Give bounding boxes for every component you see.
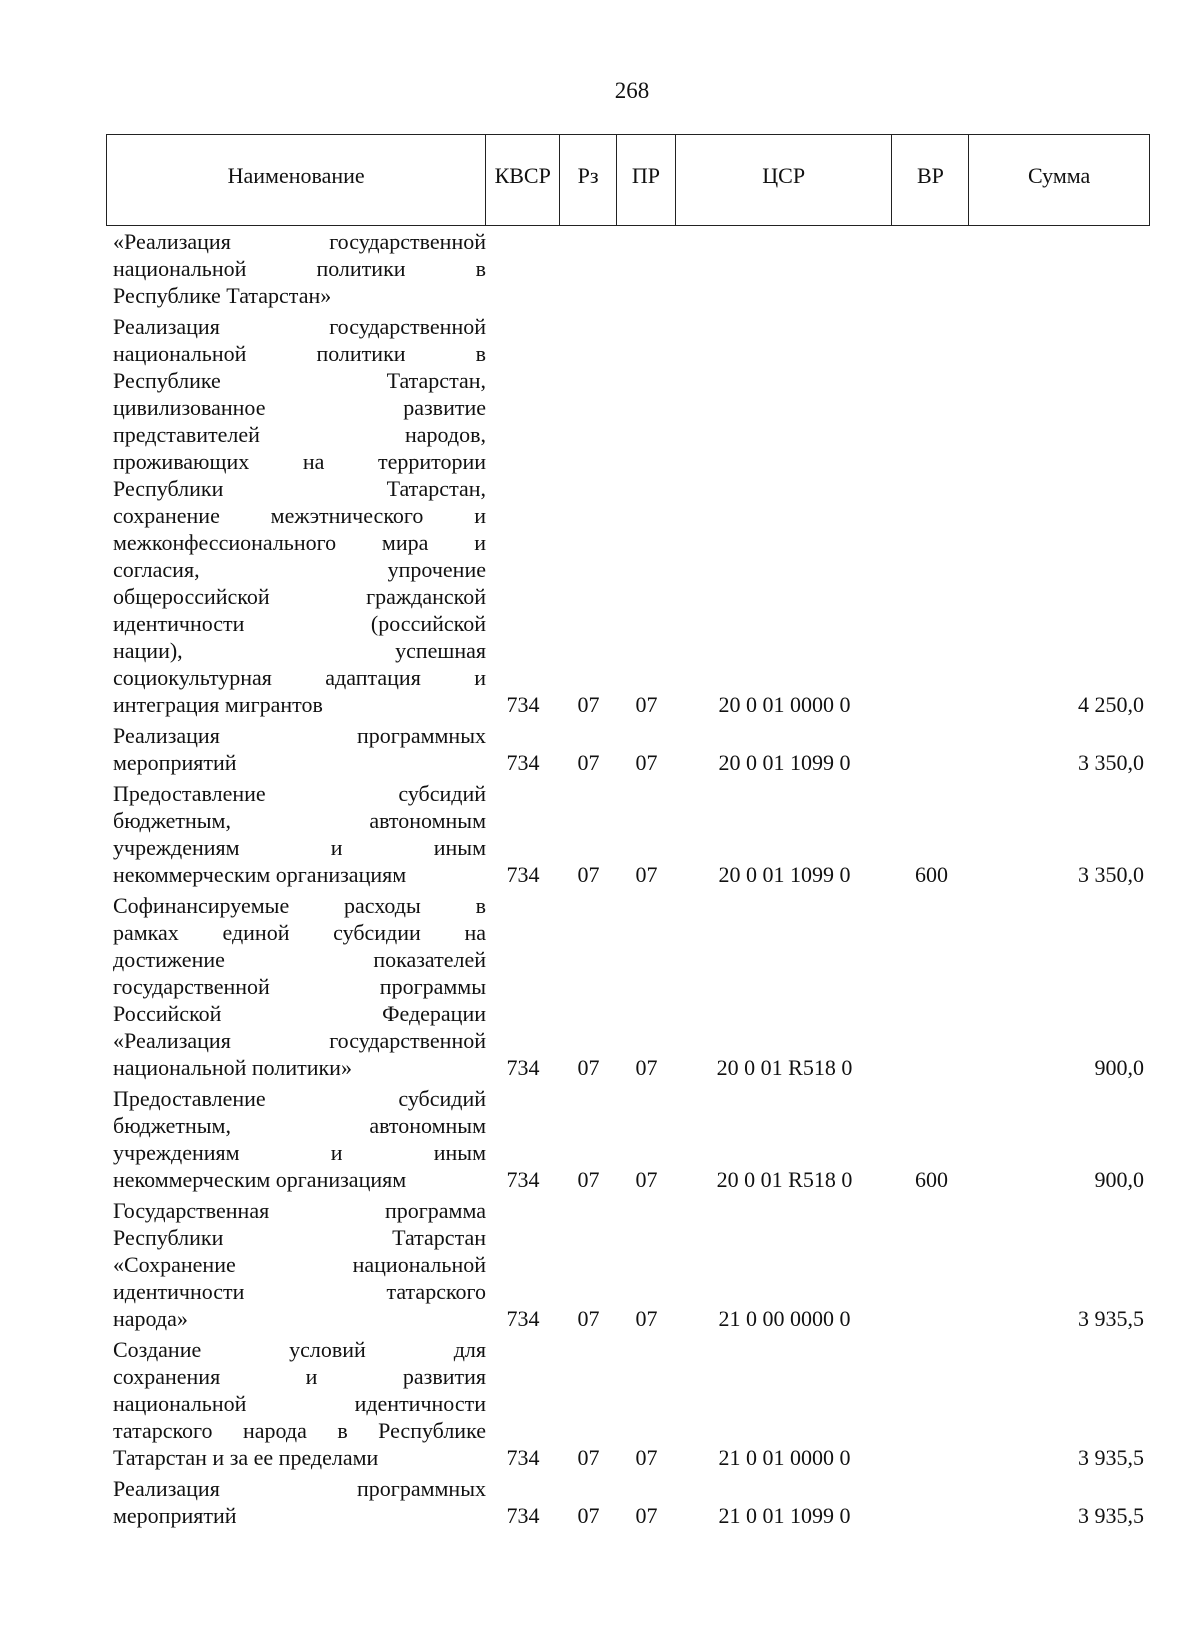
row-name-line: Республики Татарстан	[113, 1225, 486, 1250]
table-row	[106, 720, 1150, 778]
row-name	[106, 778, 486, 890]
row-name-line: государственной программы	[113, 974, 486, 999]
cell-pr: 07	[635, 1167, 658, 1192]
cell-pr: 07	[635, 692, 658, 717]
row-name-line: мероприятий	[113, 1503, 237, 1528]
table-row	[106, 1083, 1150, 1195]
row-name-line: Предоставление субсидий	[113, 781, 486, 806]
table-row	[106, 1195, 1150, 1334]
column-header-sum: Сумма	[1028, 163, 1091, 188]
table-row	[106, 1473, 1150, 1531]
row-name-line: «Сохранение национальной	[113, 1252, 486, 1277]
cell-kvsr: 734	[506, 750, 540, 775]
row-name-line: учреждениям и иным	[113, 1140, 486, 1165]
cell-vr	[893, 1332, 970, 1334]
cell-pr: 07	[635, 1306, 658, 1331]
cell-pr: 07	[635, 750, 658, 775]
row-name-line: Создание условий для	[113, 1337, 486, 1362]
row-name-line: Предоставление субсидий	[113, 1086, 486, 1111]
table-row	[106, 1334, 1150, 1473]
cell-sum: 3 350,0	[1078, 862, 1144, 887]
cell-pr	[617, 309, 676, 311]
row-name	[106, 890, 486, 1083]
table-row	[106, 311, 1150, 720]
table-body	[106, 226, 1150, 1531]
cell-rz: 07	[577, 1445, 600, 1470]
cell-kvsr: 734	[506, 862, 540, 887]
row-name-line: межконфессионального мира и	[113, 530, 486, 555]
row-name-line: некоммерческим организациям	[113, 1167, 407, 1192]
cell-kvsr: 734	[506, 692, 540, 717]
row-name-line: социокультурная адаптация и	[113, 665, 486, 690]
cell-csr: 20 0 01 1099 0	[718, 750, 851, 775]
cell-sum: 3 935,5	[1078, 1445, 1144, 1470]
row-name-line: национальной политики в	[113, 256, 486, 281]
row-name-line: согласия, упрочение	[113, 557, 486, 582]
cell-sum: 900,0	[1094, 1167, 1144, 1192]
cell-sum	[970, 309, 1150, 311]
cell-vr: 600	[915, 862, 948, 887]
row-name	[106, 1473, 486, 1531]
row-name-line: Татарстан и за ее пределами	[113, 1445, 379, 1470]
cell-pr: 07	[635, 1445, 658, 1470]
row-name-line: народа»	[113, 1306, 188, 1331]
cell-vr	[893, 1471, 970, 1473]
row-name-line: национальной политики в	[113, 341, 486, 366]
row-name	[106, 1083, 486, 1195]
column-header-pr: ПР	[617, 135, 676, 225]
cell-sum: 3 935,5	[1078, 1503, 1144, 1528]
cell-kvsr: 734	[506, 1167, 540, 1192]
row-name-line: учреждениям и иным	[113, 835, 486, 860]
cell-kvsr	[486, 309, 560, 311]
row-name	[106, 720, 486, 778]
cell-vr: 600	[915, 1167, 948, 1192]
cell-rz: 07	[577, 692, 600, 717]
row-name-line: национальной политики»	[113, 1055, 352, 1080]
cell-rz: 07	[577, 862, 600, 887]
cell-vr	[893, 1081, 970, 1083]
row-name-line: сохранение межэтнического и	[113, 503, 486, 528]
column-header-rz: Рз	[560, 135, 617, 225]
row-name-line: Реализация программных	[113, 1476, 486, 1501]
row-name-line: национальной идентичности	[113, 1391, 486, 1416]
row-name-line: Республике Татарстан»	[113, 283, 332, 308]
row-name-line: татарского народа в Республике	[113, 1418, 486, 1443]
cell-rz	[560, 309, 617, 311]
row-name	[106, 1195, 486, 1334]
row-name-line: цивилизованное развитие	[113, 395, 486, 420]
column-header-vr: ВР	[892, 135, 969, 225]
row-name-line: Государственная программа	[113, 1198, 486, 1223]
table-header	[106, 134, 1150, 226]
row-name-line: идентичности (российской	[113, 611, 486, 636]
cell-csr	[676, 309, 893, 311]
row-name-line: Республики Татарстан,	[113, 476, 486, 501]
row-name-line: проживающих на территории	[113, 449, 486, 474]
column-header-csr: ЦСР	[676, 135, 893, 225]
page-number: 268	[614, 78, 650, 103]
cell-rz: 07	[577, 1167, 600, 1192]
row-name-line: Реализация государственной	[113, 314, 486, 339]
cell-csr: 21 0 01 0000 0	[718, 1445, 851, 1470]
cell-sum: 4 250,0	[1078, 692, 1144, 717]
cell-kvsr: 734	[506, 1503, 540, 1528]
cell-kvsr: 734	[506, 1055, 540, 1080]
row-name	[106, 1334, 486, 1473]
row-name-line: нации), успешная	[113, 638, 486, 663]
cell-sum: 900,0	[1094, 1055, 1144, 1080]
row-name-line: бюджетным, автономным	[113, 808, 486, 833]
column-header-name: Наименование	[107, 135, 486, 225]
row-name-line: «Реализация государственной	[113, 229, 486, 254]
row-name-line: идентичности татарского	[113, 1279, 486, 1304]
table-row	[106, 890, 1150, 1083]
row-name-line: интеграция мигрантов	[113, 692, 323, 717]
cell-rz: 07	[577, 1503, 600, 1528]
cell-vr	[893, 1529, 970, 1531]
cell-csr: 20 0 01 0000 0	[718, 692, 851, 717]
row-name	[106, 311, 486, 720]
row-name-line: рамках единой субсидии на	[113, 920, 486, 945]
cell-pr: 07	[635, 1503, 658, 1528]
cell-sum: 3 350,0	[1078, 750, 1144, 775]
row-name-line: бюджетным, автономным	[113, 1113, 486, 1138]
cell-sum: 3 935,5	[1078, 1306, 1144, 1331]
row-name-line: мероприятий	[113, 750, 237, 775]
row-name-line: представителей народов,	[113, 422, 486, 447]
cell-csr: 20 0 01 R518 0	[716, 1055, 853, 1080]
row-name-line: общероссийской гражданской	[113, 584, 486, 609]
table-row	[106, 778, 1150, 890]
row-name-line: Реализация программных	[113, 723, 486, 748]
cell-kvsr: 734	[506, 1445, 540, 1470]
cell-kvsr: 734	[506, 1306, 540, 1331]
cell-rz: 07	[577, 750, 600, 775]
row-name-line: Республике Татарстан,	[113, 368, 486, 393]
cell-vr	[893, 309, 970, 311]
row-name-line: достижение показателей	[113, 947, 486, 972]
row-name-line: сохранения и развития	[113, 1364, 486, 1389]
cell-csr: 21 0 00 0000 0	[718, 1306, 851, 1331]
cell-rz: 07	[577, 1055, 600, 1080]
cell-vr	[893, 718, 970, 720]
cell-csr: 20 0 01 R518 0	[716, 1167, 853, 1192]
row-name-line: Софинансируемые расходы в	[113, 893, 486, 918]
cell-csr: 20 0 01 1099 0	[718, 862, 851, 887]
row-name-line: некоммерческим организациям	[113, 862, 407, 887]
cell-rz: 07	[577, 1306, 600, 1331]
row-name	[106, 226, 486, 311]
cell-csr: 21 0 01 1099 0	[718, 1503, 851, 1528]
cell-pr: 07	[635, 1055, 658, 1080]
row-name-line: «Реализация государственной	[113, 1028, 486, 1053]
cell-vr	[893, 776, 970, 778]
cell-pr: 07	[635, 862, 658, 887]
table-row	[106, 226, 1150, 311]
column-header-kvsr: КВСР	[486, 135, 560, 225]
row-name-line: Российской Федерации	[113, 1001, 486, 1026]
